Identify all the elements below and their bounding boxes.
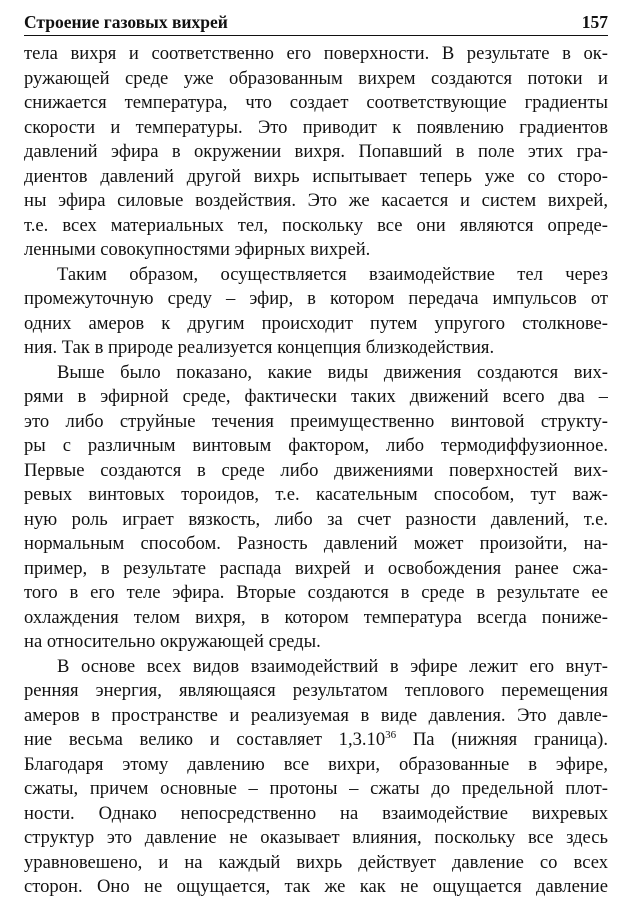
text-line: давлений эфира в окружении вихря. Попавший в поле этих гра- xyxy=(24,141,608,162)
text-line: того в его теле эфира. Вторые создаются в среде в результате ее xyxy=(24,582,608,603)
text-line xyxy=(24,728,608,753)
text-line: скорости и температуры. Это приводит к появлению градиентов xyxy=(24,116,608,138)
text-line: ревых винтовых тороидов, т.е. касательным способом, тут важ- xyxy=(24,484,608,505)
chapter-title: Строение газовых вихрей xyxy=(24,12,228,32)
text-line: амеров в пространстве и реализуемая в виде давления. Это давле- xyxy=(24,704,608,726)
text-line: Таким образом, осуществляется взаимодействие тел через xyxy=(57,263,608,285)
text-line: одних амеров к другим происходит путем упругого столкнове- xyxy=(24,312,608,334)
text-line: структур это давление не оказывает влияния, поскольку все здесь xyxy=(24,827,608,848)
text-line: т.е. всех материальных тел, поскольку все они являются опреде- xyxy=(24,214,608,236)
text-line: В основе всех видов взаимодействий в эфире лежит его внут- xyxy=(57,655,608,677)
text-line: охлаждения телом вихря, в котором температура всегда пониже- xyxy=(24,606,608,628)
text-line: ленными совокупностями эфирных вихрей. xyxy=(24,239,371,260)
body-text xyxy=(24,42,608,900)
text-line: ренняя энергия, являющаяся результатом теплового перемещения xyxy=(24,680,608,701)
exponent-superscript: 36 xyxy=(385,729,397,741)
text-line: ры с различным винтовым фактором, либо термодиффузионное. xyxy=(24,435,608,456)
text-line: нормальным способом. Разность давлений может произойти, на- xyxy=(24,533,608,554)
text-line: сжаты, причем основные – протоны – сжаты до предельной плот- xyxy=(24,778,608,799)
text-line: сторон. Оно не ощущается, так же как не ощущается давление xyxy=(24,876,608,897)
text-line: на относительно окружающей среды. xyxy=(24,631,321,652)
page-number: 157 xyxy=(581,12,608,32)
text-run: ние весьма велико и составляет 1,3.10 xyxy=(24,729,386,750)
text-line: Первые создаются в среде либо движениями поверхностей вих- xyxy=(24,459,608,481)
running-header xyxy=(24,9,608,36)
text-line: пример, в результате распада вихрей и освобождения ранее сжа- xyxy=(24,557,608,579)
text-line: диентов давлений другой вихрь испытывает теперь уже со сторо- xyxy=(24,165,608,187)
text-line: снижается температура, что создает соответствующие градиенты xyxy=(24,92,608,113)
text-line: Благодаря этому давлению все вихри, образованные в эфире, xyxy=(24,753,608,775)
text-line: это либо струйные течения преимущественно винтовой структу- xyxy=(24,410,608,432)
text-line: уравновешено, и на каждый вихрь действует давление со всех xyxy=(24,851,608,873)
text-line: Выше было показано, какие виды движения создаются вих- xyxy=(57,361,608,383)
text-line: тела вихря и соответственно его поверхности. В результате в ок- xyxy=(24,43,608,64)
text-line: ную роль играет вязкость, либо за счет разности давлений, т.е. xyxy=(24,508,608,530)
text-line: ния. Так в природе реализуется концепция близкодействия. xyxy=(24,337,495,358)
text-line: ности. Однако непосредственно на взаимодействие вихревых xyxy=(24,802,608,824)
text-line: рями в эфирной среде, фактически таких движений всего два – xyxy=(24,386,608,407)
text-run: Па (нижняя граница). xyxy=(396,729,608,750)
text-line: ружающей среде уже образованным вихрем создаются потоки и xyxy=(24,67,608,89)
text-line: промежуточную среду – эфир, в котором передача импульсов от xyxy=(24,288,608,309)
text-line: ны эфира силовые воздействия. Это же касается и систем вихрей, xyxy=(24,190,608,211)
